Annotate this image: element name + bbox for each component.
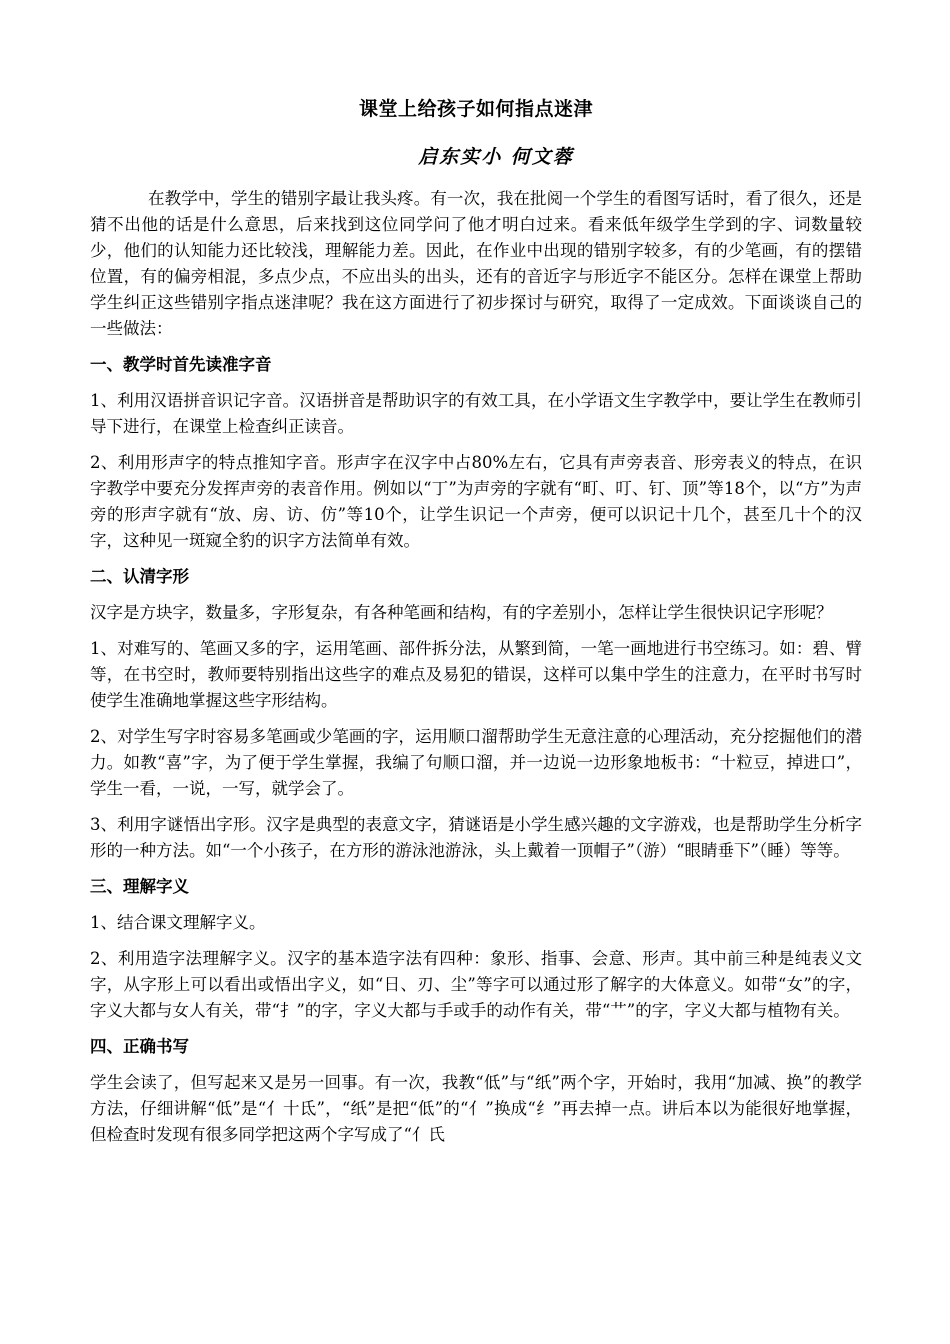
paragraph: 1、对难写的、笔画又多的字，运用笔画、部件拆分法，从繁到简，一笔一画地进行书空练习。如：碧、臂等，在书空时，教师要特别指出这些字的难点及易犯的错误，这样可以集中学生的注意力，在平时书写时使学生准确地掌握这些字形结构。	[90, 639, 862, 710]
section-1	[90, 352, 862, 554]
paragraph: 2、利用造字法理解字义。汉字的基本造字法有四种：象形、指事、会意、形声。其中前三种是纯表义文字，从字形上可以看出或悟出字义，如“日、刃、尘”等字可以通过形了解字的大体意义。如带“女”的字，字义大都与女人有关，带“扌”的字，字义大都与手或手的动作有关，带“艹”的字，字义大都与植物有关。	[90, 949, 862, 1020]
section-heading: 三、理解字义	[90, 877, 189, 896]
section-2	[90, 564, 862, 864]
intro-paragraph: 在教学中，学生的错别字最让我头疼。有一次，我在批阅一个学生的看图写话时，看了很久，还是猜不出他的话是什么意思，后来找到这位同学问了他才明白过来。看来低年级学生学到的字、词数量较少，他们的认知能力还比较浅，理解能力差。因此，在作业中出现的错别字较多，有的少笔画，有的摆错位置，有的偏旁相混，多点少点，不应出头的出头，还有的音近字与形近字不能区分。怎样在课堂上帮助学生纠正这些错别字指点迷津呢？我在这方面进行了初步探讨与研究，取得了一定成效。下面谈谈自己的一些做法：	[90, 189, 862, 338]
document-page	[90, 96, 862, 1148]
paragraph: 汉字是方块字，数量多，字形复杂，有各种笔画和结构，有的字差别小，怎样让学生很快识记字形呢？	[90, 603, 833, 622]
paragraph: 2、利用形声字的特点推知字音。形声字在汉字中占80%左右，它具有声旁表音、形旁表义的特点，在识字教学中要充分发挥声旁的表音作用。例如以“丁”为声旁的字就有“町、叮、钉、顶”等18个，以“方”为声旁的形声字就有“放、房、访、仿”等10个，让学生识记一个声旁，便可以识记十几个，甚至几十个的汉字，这种见一斑窥全豹的识字方法简单有效。	[90, 453, 862, 550]
section-heading: 二、认清字形	[90, 567, 189, 586]
section-4	[90, 1034, 862, 1148]
document-title: 课堂上给孩子如何指点迷津	[358, 98, 593, 120]
paragraph: 2、对学生写字时容易多笔画或少笔画的字，运用顺口溜帮助学生无意注意的心理活动，充分挖掘他们的潜力。如教“喜”字，为了便于学生掌握，我编了句顺口溜，并一边说一边形象地板书：“十粒豆，掉进口”，学生一看，一说，一写，就学会了。	[90, 727, 862, 798]
section-heading: 一、教学时首先读准字音	[90, 355, 272, 374]
paragraph: 1、利用汉语拼音识记字音。汉语拼音是帮助识字的有效工具，在小学语文生字教学中，要让学生在教师引导下进行，在课堂上检查纠正读音。	[90, 391, 862, 436]
author-line: 启东实小 何文蓉	[418, 146, 574, 168]
section-3	[90, 874, 862, 1024]
section-heading: 四、正确书写	[90, 1037, 189, 1056]
paragraph: 学生会读了，但写起来又是另一回事。有一次，我教“低”与“纸”两个字，开始时，我用“加减、换”的教学方法，仔细讲解“低”是“亻十氐”，“纸”是把“低”的“亻”换成“纟”再去掉一点。讲后本以为能很好地掌握，但检查时发现有很多同学把这两个字写成了“亻氏	[90, 1073, 862, 1144]
paragraph: 1、结合课文理解字义。	[90, 913, 266, 932]
paragraph: 3、利用字谜悟出字形。汉字是典型的表意文字，猜谜语是小学生感兴趣的文字游戏，也是帮助学生分析字形的一种方法。如“一个小孩子，在方形的游泳池游泳，头上戴着一顶帽子”（游）“眼睛垂下”（睡）等等。	[90, 815, 862, 860]
